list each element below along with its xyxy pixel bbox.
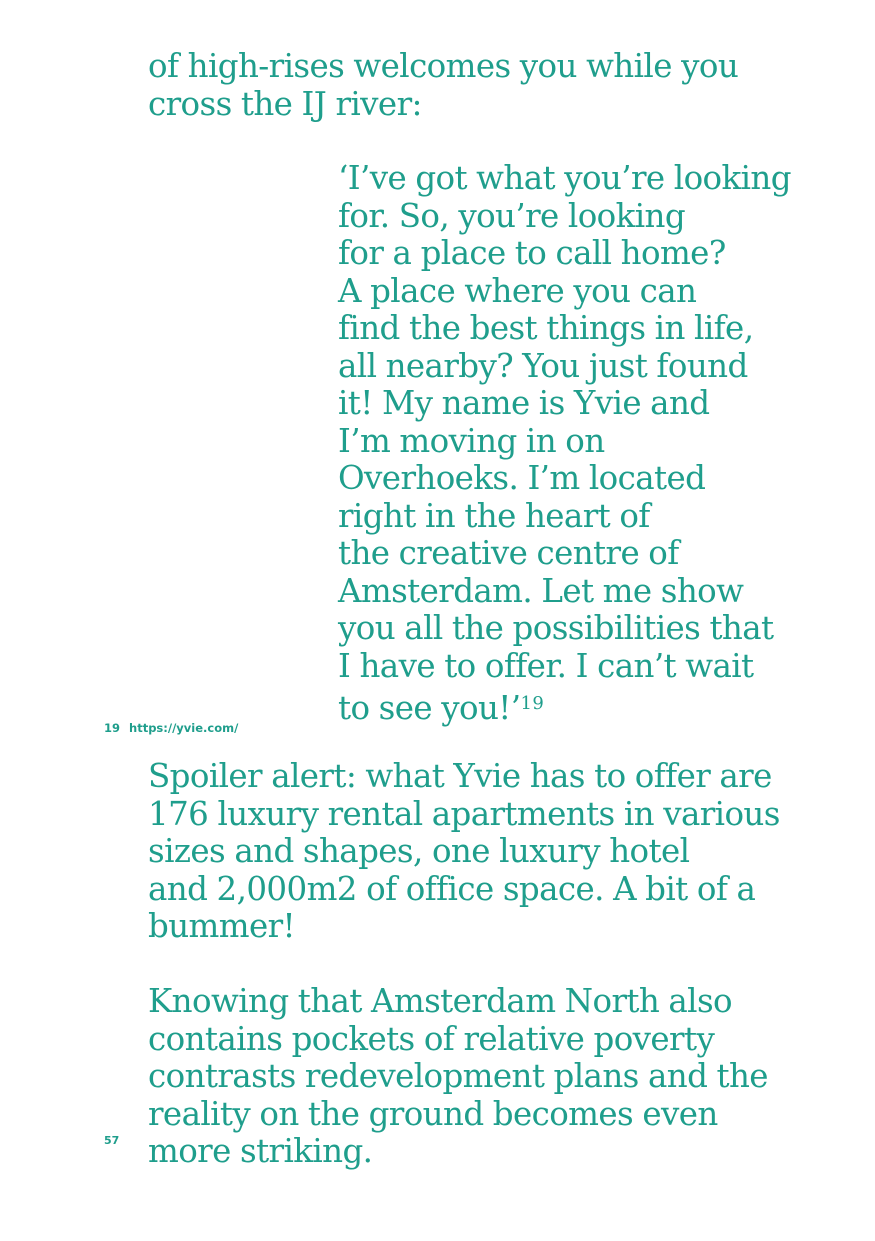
text-line: reality on the ground becomes even: [148, 1094, 718, 1133]
quote-line: Overhoeks. I’m located: [338, 459, 706, 497]
quote-line: find the best things in life,: [338, 309, 754, 347]
text-line: of high-rises welcomes you while you: [148, 47, 739, 85]
quote-line-last: [338, 685, 791, 727]
yvie-quote: [338, 159, 791, 727]
footnote-reference[interactable]: 19: [520, 693, 545, 714]
quote-line: all nearby? You just found: [338, 346, 748, 385]
quote-line: Amsterdam. Let me show: [338, 571, 744, 610]
quote-line: ‘I’ve got what you’re looking: [338, 159, 791, 197]
spoiler-paragraph: [148, 758, 780, 946]
text-line: cross the IJ river:: [148, 84, 422, 123]
text-line: Spoiler alert: what Yvie has to offer are: [148, 757, 772, 795]
footnote-number: 19: [104, 721, 121, 735]
quote-line: A place where you can: [338, 271, 697, 310]
text-line: contains pockets of relative poverty: [148, 1019, 715, 1058]
text-line: and 2,000m2 of office space. A bit of a: [148, 869, 756, 908]
page-number: 57: [104, 1134, 120, 1147]
quote-line: it! My name is Yvie and: [338, 384, 710, 422]
quote-line: for. So, you’re looking: [338, 196, 686, 235]
footnote: [104, 721, 238, 735]
poverty-paragraph: [148, 983, 768, 1171]
text-line: more striking.: [148, 1132, 373, 1170]
footnote-link[interactable]: https://yvie.com/: [129, 721, 239, 735]
quote-line: you all the possibilities that: [338, 609, 774, 647]
quote-line: the creative centre of: [338, 534, 679, 572]
text-line: Knowing that Amsterdam North also: [148, 982, 733, 1020]
quote-line-text: to see you!’: [338, 689, 521, 727]
text-line: bummer!: [148, 907, 296, 945]
quote-line: right in the heart of: [338, 496, 650, 535]
text-line: 176 luxury rental apartments in various: [148, 794, 780, 833]
text-line: sizes and shapes, one luxury hotel: [148, 832, 690, 870]
quote-line: I have to offer. I can’t wait: [338, 646, 754, 685]
text-line: contrasts redevelopment plans and the: [148, 1057, 768, 1095]
intro-paragraph: [148, 48, 738, 123]
quote-line: I’m moving in on: [338, 421, 605, 460]
quote-line: for a place to call home?: [338, 234, 726, 272]
